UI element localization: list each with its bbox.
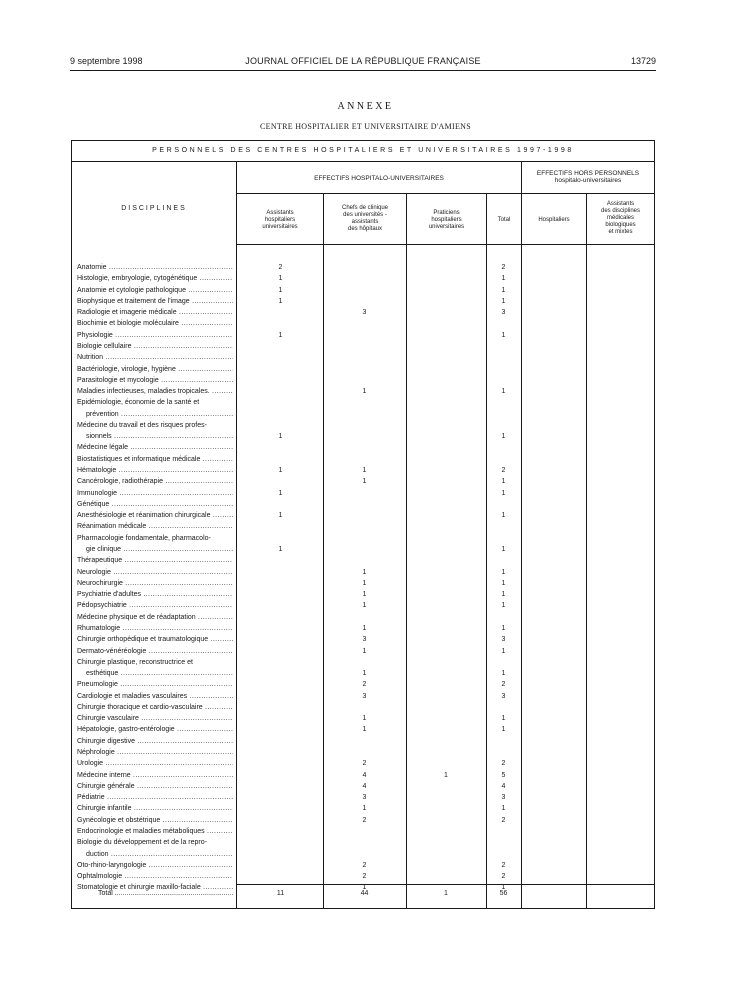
discipline-label [77,499,233,510]
discipline-label-line: Anatomie ..... [77,262,233,273]
discipline-label-line: Cardiologie et maladies vasculaires ..... [77,691,233,702]
discipline-label [77,397,233,420]
discipline-label [77,510,233,521]
cell-total: 3 [501,636,506,644]
column-header-divider [237,244,654,245]
cell-total: 2 [501,264,506,271]
page-header [70,56,656,72]
cell-total: 1 [501,388,506,396]
discipline-label [77,623,233,634]
header-rule [70,70,656,71]
cell-chefs-clinique: 4 [362,771,367,779]
discipline-label-line: Cancérologie, radiothérapie ..... [77,476,233,487]
journal-title: JOURNAL OFFICIEL DE LA RÉPUBLIQUE FRANÇAISE [245,56,481,66]
cell-chefs-clinique: 1 [362,579,367,587]
col-header-hospitaliers: Hospitaliers [538,217,570,223]
total-row-divider [237,884,654,885]
cell-total: 1 [501,805,506,813]
discipline-label [77,364,233,375]
cell-total: 4 [501,782,506,790]
discipline-label [77,465,233,476]
discipline-label-line: Médecine interne ..... [77,770,233,781]
discipline-label [77,871,233,882]
cell-chefs-clinique: 1 [362,726,367,734]
discipline-label [77,578,233,589]
cell-assistants-hu: 1 [278,433,283,441]
cell-total: 1 [501,545,506,553]
cell-chefs-clinique: 2 [362,861,367,869]
discipline-label [77,262,233,273]
discipline-label-line: Nutrition ..... [77,352,233,363]
discipline-label [77,815,233,826]
col-divider-4 [586,194,587,908]
cell-total: 1 [501,568,506,576]
cell-chefs-clinique: 1 [362,602,367,610]
discipline-label-line: Oto-rhino-laryngologie ..... [77,860,233,871]
annex-title: ANNEXE [337,101,394,112]
discipline-label [77,488,233,499]
discipline-label-line: Physiologie ..... [77,330,233,341]
discipline-label-line: Chirurgie générale ..... [77,781,233,792]
cell-total: 1 [501,884,506,892]
cell-assistants-hu: 1 [278,331,283,339]
disciplines-header: DISCIPLINES [121,205,187,212]
discipline-label-line: Maladies infectieuses, maladies tropicales. ..... [77,386,233,397]
discipline-label [77,657,233,680]
discipline-label-line: Pédopsychiatrie ..... [77,600,233,611]
discipline-label [77,307,233,318]
cell-total: 2 [501,816,506,824]
discipline-label-line: Thérapeutique ..... [77,555,233,566]
cell-total: 1 [501,297,506,305]
cell-total: 1 [501,275,506,283]
discipline-label-line: Chirurgie digestive ..... [77,736,233,747]
discipline-label-line: Chirurgie thoracique et cardio-vasculaire ..... [77,702,233,713]
cell-chefs-clinique: 1 [362,467,367,475]
cell-total: 2 [501,861,506,869]
discipline-label-line: Urologie ..... [77,758,233,769]
cell-total: 1 [501,726,506,734]
discipline-label-line: Réanimation médicale ..... [77,521,233,532]
cell-assistants-hu: 1 [278,286,283,294]
cell-chefs-clinique: 1 [362,884,367,892]
cell-chefs-clinique: 4 [362,782,367,790]
cell-chefs-clinique: 3 [362,309,367,317]
discipline-label-line: Dermato-vénéréologie ..... [77,646,233,657]
discipline-label-line: Biologie cellulaire ..... [77,341,233,352]
cell-assistants-hu: 1 [278,297,283,305]
cell-total: 3 [501,794,506,802]
discipline-label [77,612,233,623]
cell-total: 1 [501,286,506,294]
cell-total: 1 [501,512,506,520]
discipline-label-line: Médecine du travail et des risques profes- [77,421,207,429]
col-header-praticiens-hu: Praticiens hospitaliers universitaires [428,210,465,230]
group-header-hors: EFFECTIFS HORS PERSONNELS hospitalo-universitaires [536,170,640,184]
cell-assistants-hu: 1 [278,275,283,283]
cell-total: 1 [501,624,506,632]
discipline-label-line: Biochimie et biologie moléculaire ..... [77,318,233,329]
discipline-label-line: Pneumologie ..... [77,679,233,690]
cell-total: 1 [501,647,506,655]
discipline-label [77,770,233,781]
discipline-label [77,375,233,386]
discipline-label-line: Radiologie et imagerie médicale ..... [77,307,233,318]
cell-chefs-clinique: 1 [362,388,367,396]
cell-assistants-hu: 1 [278,512,283,520]
cell-total: 1 [501,670,506,678]
discipline-label-line: Psychiatrie d'adultes ..... [77,589,233,600]
total-assistants-hu: 11 [276,890,285,897]
cell-chefs-clinique: 2 [362,816,367,824]
discipline-label [77,589,233,600]
discipline-label-line: Médecine physique et de réadaptation ..... [77,612,233,623]
cell-chefs-clinique: 1 [362,624,367,632]
table-title: PERSONNELS DES CENTRES HOSPITALIERS ET UNIVERSITAIRES 1997-1998 [152,147,574,154]
discipline-label [77,555,233,566]
cell-praticiens-hu: 1 [444,771,448,779]
discipline-label [77,837,233,860]
col-divider-2 [406,194,407,908]
discipline-label-line: Endocrinologie et maladies métaboliques ..... [77,826,233,837]
discipline-label [77,533,233,556]
discipline-label-line: gie clinique ..... [77,544,233,555]
discipline-label [77,724,233,735]
discipline-label [77,646,233,657]
discipline-label [77,341,233,352]
discipline-label-line: prévention ..... [77,409,233,420]
discipline-label [77,600,233,611]
discipline-label [77,736,233,747]
cell-chefs-clinique: 2 [362,681,367,689]
group-header-hu: EFFECTIFS HOSPITALO-UNIVERSITAIRES [314,175,444,182]
discipline-label [77,420,233,443]
document-subtitle: CENTRE HOSPITALIER ET UNIVERSITAIRE D'AMIENS [260,122,471,131]
page-number: 13729 [630,56,656,66]
total-label: Total ..... [98,890,233,897]
discipline-label [77,747,233,758]
discipline-label [77,702,233,713]
group-header-divider [237,193,654,194]
discipline-label [77,386,233,397]
cell-total: 5 [501,771,506,779]
discipline-label-line: Chirurgie vasculaire ..... [77,713,233,724]
discipline-label [77,318,233,329]
total-chefs-clinique: 44 [360,890,369,897]
cell-chefs-clinique: 1 [362,591,367,599]
col-header-chefs-clinique: Chefs de clinique des universités - assistants des hôpitaux [341,205,389,232]
discipline-label-line: Histologie, embryologie, cytogénétique ..... [77,273,233,284]
cell-chefs-clinique: 2 [362,873,367,881]
discipline-label [77,679,233,690]
group-divider [521,162,522,908]
cell-total: 1 [501,489,506,497]
discipline-label [77,476,233,487]
cell-total: 1 [501,579,506,587]
cell-chefs-clinique: 1 [362,805,367,813]
discipline-label-line: Pharmacologie fondamentale, pharmacolo- [77,534,211,542]
discipline-label [77,634,233,645]
cell-total: 3 [501,692,506,700]
discipline-label-line: Neurologie ..... [77,567,233,578]
cell-assistants-hu: 1 [278,467,283,475]
cell-total: 1 [501,715,506,723]
publication-date: 9 septembre 1998 [70,56,143,66]
cell-total: 1 [501,433,506,441]
discipline-label-line: duction ..... [77,849,233,860]
total-praticiens-hu: 1 [444,890,448,897]
discipline-label [77,285,233,296]
discipline-label-line: Chirurgie plastique, reconstructrice et [77,658,193,666]
cell-total: 2 [501,467,506,475]
cell-total: 3 [501,309,506,317]
discipline-label-line: sionnels ..... [77,431,233,442]
discipline-label-line: Hématologie ..... [77,465,233,476]
discipline-label-line: Hépatologie, gastro-entérologie ..... [77,724,233,735]
col-header-assistants-hu: Assistants hospitaliers universitaires [262,210,298,230]
discipline-label-line: Pédiatrie ..... [77,792,233,803]
discipline-label-line: Chirurgie infantile ..... [77,803,233,814]
discipline-label-line: Gynécologie et obstétrique ..... [77,815,233,826]
cell-chefs-clinique: 1 [362,478,367,486]
discipline-label-line: Epidémiologie, économie de la santé et [77,399,200,407]
disciplines-column-border [236,162,237,908]
discipline-label-line: Bactériologie, virologie, hygiène ..... [77,364,233,375]
cell-assistants-hu: 2 [278,264,283,271]
discipline-label-line: Anesthésiologie et réanimation chirurgicale ..... [77,510,233,521]
discipline-label [77,860,233,871]
cell-chefs-clinique: 2 [362,760,367,768]
discipline-label-line: Anatomie et cytologie pathologique ..... [77,285,233,296]
cell-chefs-clinique: 3 [362,794,367,802]
discipline-label [77,567,233,578]
discipline-label [77,521,233,532]
col-header-total: Total [497,217,511,223]
discipline-label [77,442,233,453]
cell-total: 1 [501,591,506,599]
discipline-label-line: esthétique ..... [77,668,233,679]
discipline-label-line: Neurochirurgie ..... [77,578,233,589]
discipline-label [77,454,233,465]
cell-chefs-clinique: 1 [362,670,367,678]
discipline-label [77,758,233,769]
discipline-label [77,691,233,702]
cell-assistants-hu: 1 [278,489,283,497]
discipline-label-line: Biostatistiques et informatique médicale ..... [77,454,233,465]
discipline-label [77,273,233,284]
cell-chefs-clinique: 3 [362,636,367,644]
discipline-label-line: Rhumatologie ..... [77,623,233,634]
discipline-label-line: Néphrologie ..... [77,747,233,758]
cell-total: 2 [501,681,506,689]
cell-chefs-clinique: 1 [362,715,367,723]
table-title-divider [72,161,654,162]
cell-total: 1 [501,478,506,486]
discipline-label [77,352,233,363]
discipline-label-line: Médecine légale ..... [77,442,233,453]
discipline-label [77,781,233,792]
discipline-label [77,713,233,724]
cell-chefs-clinique: 1 [362,647,367,655]
discipline-label [77,296,233,307]
discipline-label [77,826,233,837]
discipline-label-line: Stomatologie et chirurgie maxillo-faciale ..... [77,882,233,893]
discipline-label-line: Parasitologie et mycologie ..... [77,375,233,386]
discipline-label-line: Biophysique et traitement de l'image ..... [77,296,233,307]
discipline-label-line: Chirurgie orthopédique et traumatologique ..... [77,634,233,645]
cell-total: 1 [501,331,506,339]
col-header-assistants-disciplines: Assistants des disciplines médicales biologiques et mixtes [600,201,641,235]
cell-total: 1 [501,602,506,610]
cell-assistants-hu: 1 [278,545,283,553]
total-total: 56 [499,890,508,897]
discipline-label-line: Biologie du développement et de la repro- [77,839,207,847]
discipline-label [77,792,233,803]
cell-chefs-clinique: 1 [362,568,367,576]
cell-total: 2 [501,873,506,881]
discipline-label-line: Ophtalmologie ..... [77,871,233,882]
cell-total: 2 [501,760,506,768]
discipline-label [77,330,233,341]
discipline-label-line: Immunologie ..... [77,488,233,499]
cell-chefs-clinique: 3 [362,692,367,700]
discipline-label-line: Génétique ..... [77,499,233,510]
discipline-label [77,803,233,814]
